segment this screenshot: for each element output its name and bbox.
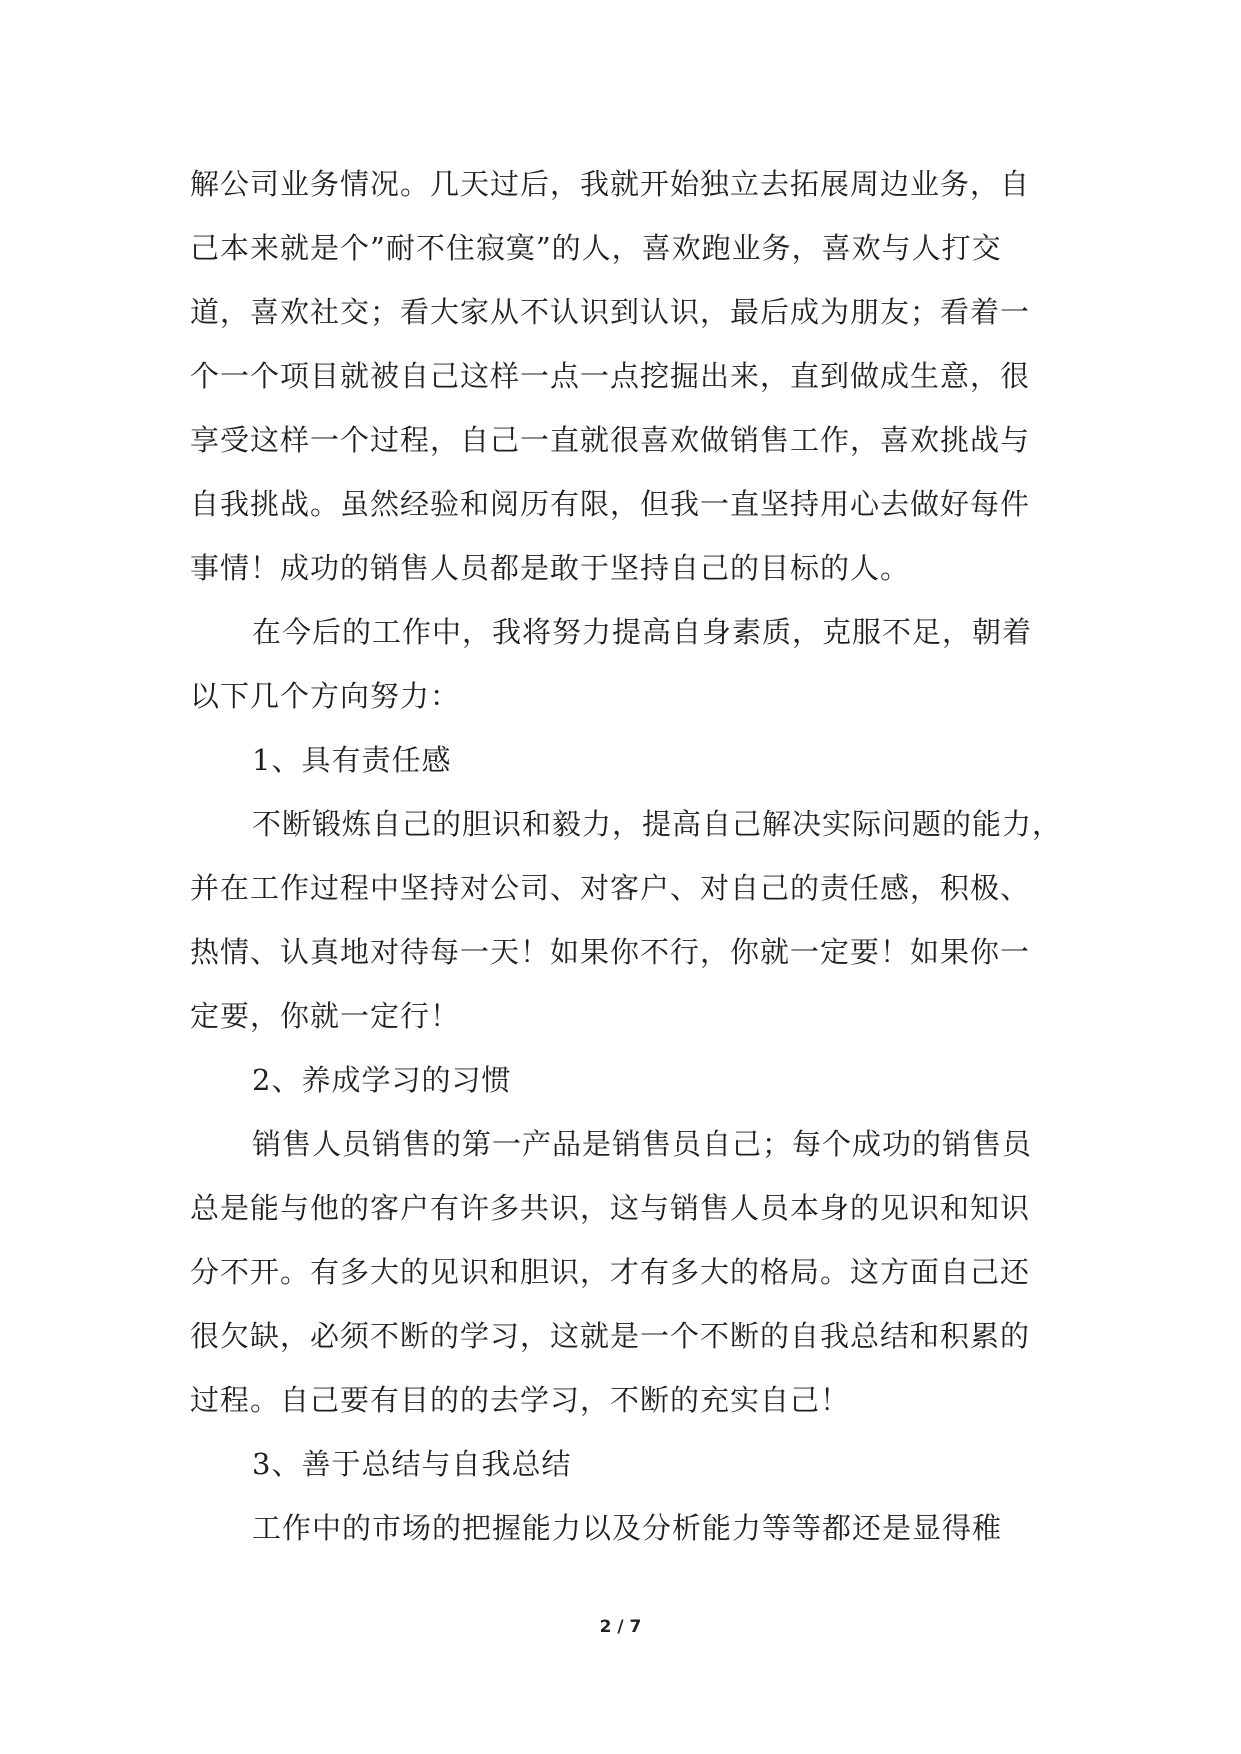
text-line: 很欠缺，必须不断的学习，这就是一个不断的自我总结和积累的	[190, 1319, 1031, 1353]
text-line: 不断锻炼自己的胆识和毅力，提高自己解决实际问题的能力，	[252, 807, 1063, 841]
text-line: 总是能与他的客户有许多共识，这与销售人员本身的见识和知识	[190, 1191, 1031, 1225]
text-line: 道，喜欢社交；看大家从不认识到认识，最后成为朋友；看着一	[190, 295, 1031, 329]
text-line: 个一个项目就被自己这样一点一点挖掘出来，直到做成生意，很	[190, 359, 1031, 393]
text-line: 自我挑战。虽然经验和阅历有限，但我一直坚持用心去做好每件	[190, 487, 1031, 521]
section-heading: 2、养成学习的习惯	[252, 1063, 512, 1097]
text-line: 定要，你就一定行！	[190, 999, 461, 1033]
text-line: 以下几个方向努力：	[190, 679, 461, 713]
text-line: 享受这样一个过程，自己一直就很喜欢做销售工作，喜欢挑战与	[190, 423, 1031, 457]
text-line: 热情、认真地对待每一天！如果你不行，你就一定要！如果你一	[190, 935, 1031, 969]
text-line: 分不开。有多大的见识和胆识，才有多大的格局。这方面自己还	[190, 1255, 1031, 1289]
section-heading: 3、善于总结与自我总结	[252, 1447, 572, 1481]
text-line: 解公司业务情况。几天过后，我就开始独立去拓展周边业务，自	[190, 167, 1031, 201]
text-line: 并在工作过程中坚持对公司、对客户、对自己的责任感，积极、	[190, 871, 1031, 905]
text-line: 事情！成功的销售人员都是敢于坚持自己的目标的人。	[190, 551, 911, 585]
text-line: 在今后的工作中，我将努力提高自身素质，克服不足，朝着	[252, 615, 1033, 649]
text-line: 过程。自己要有目的的去学习，不断的充实自己！	[190, 1383, 851, 1417]
page-number: 2 / 7	[599, 1617, 642, 1637]
text-line: 销售人员销售的第一产品是销售员自己；每个成功的销售员	[252, 1127, 1033, 1161]
text-line: 己本来就是个”耐不住寂寞”的人，喜欢跑业务，喜欢与人打交	[190, 231, 1002, 265]
section-heading: 1、具有责任感	[252, 743, 452, 777]
text-line: 工作中的市场的把握能力以及分析能力等等都还是显得稚	[252, 1511, 1003, 1545]
